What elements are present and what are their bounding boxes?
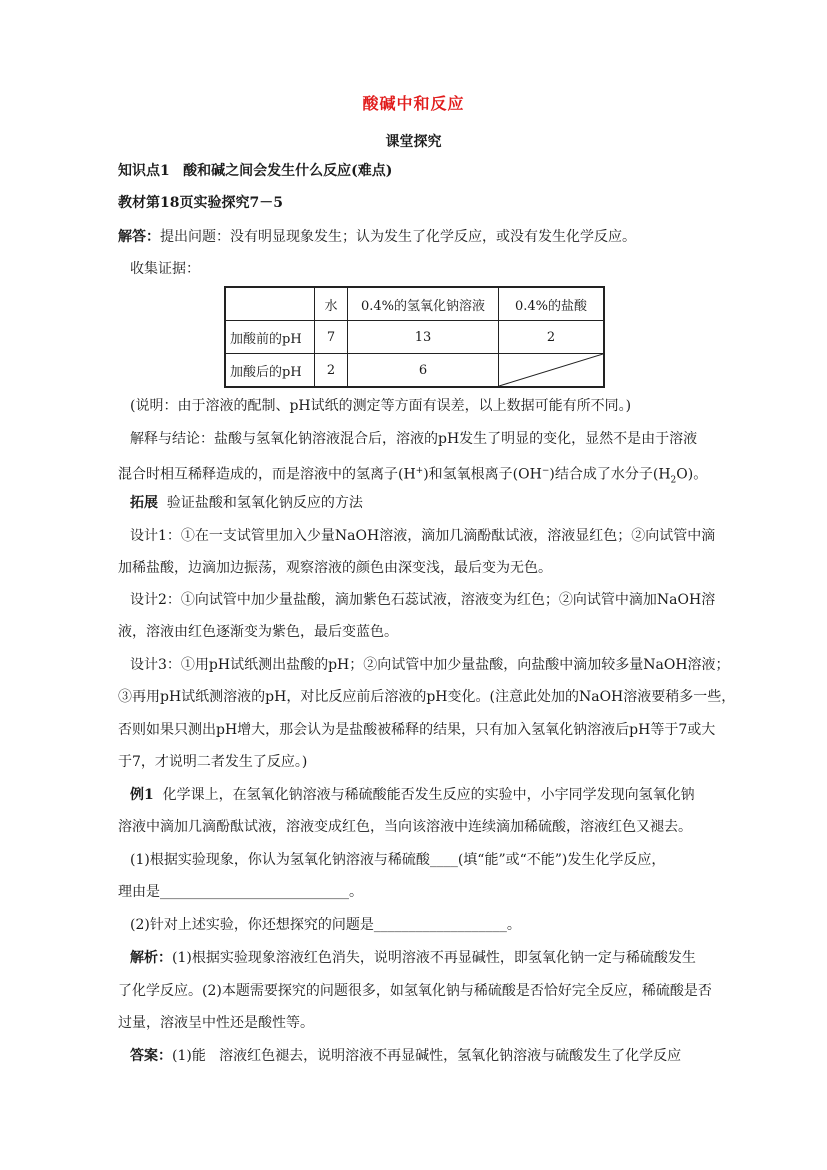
question-text: (填“能”或“不能”)发生化学反应， [457, 852, 666, 868]
conclusion-text: )和氢氧根离子(OH [423, 466, 542, 483]
hydroxide-ion-charge: − [541, 466, 550, 476]
example-text: 化学课上，在氢氧化钠溶液与稀硫酸能否发生反应的实验中，小宇同学发现向氢氧化钠 [162, 787, 695, 803]
table-row [225, 354, 604, 388]
table-header-row [225, 287, 604, 321]
analysis-line-2: 了化学反应。(2)本题需要探究的问题很多，如氢氧化钠与稀硫酸是否恰好完全反应，稀硫酸是否 [118, 983, 712, 999]
table-cell: 7 [315, 321, 348, 354]
answer-text: 提出问题：没有明显现象发生；认为发生了化学反应，或没有发生化学反应。 [160, 229, 636, 245]
answer-paragraph [118, 227, 718, 247]
experiment-reference: 教材第18页实验探究7－5 [118, 195, 283, 211]
table-cell: 6 [348, 354, 499, 388]
analysis-label: 解析： [130, 950, 172, 966]
knowledge-point-label: 知识点1 [118, 163, 170, 179]
extension-heading [130, 493, 730, 513]
table-cell: 2 [315, 354, 348, 388]
extension-label: 拓展 [130, 495, 158, 511]
extension-text: 验证盐酸和氢氧化钠反应的方法 [166, 495, 363, 511]
question-2-line [130, 915, 730, 935]
table-diagonal-cell [499, 354, 605, 388]
design-3-line-4: 于7，才说明二者发生了反应。) [118, 754, 308, 770]
design-3-line-3: 否则如果只测出pH增大，那会认为是盐酸被稀释的结果，只有加入氢氧化钠溶液后pH等于7或大 [118, 722, 716, 738]
answer-2-line [130, 1046, 730, 1066]
example-1-line-1 [130, 785, 730, 805]
hydrogen-ion-charge: + [415, 466, 424, 476]
table-header-cell: 水 [315, 287, 348, 321]
document-title: 酸碱中和反应 [362, 94, 465, 113]
design-1-line-2: 加稀盐酸，边滴加边振荡，观察溶液的颜色由深变浅，最后变为无色。 [118, 560, 552, 576]
question-1-line-2 [118, 882, 718, 902]
table-header-cell: 0.4%的氢氧化钠溶液 [348, 287, 499, 321]
analysis-line-1 [130, 948, 730, 968]
collect-evidence-label: 收集证据： [130, 261, 200, 277]
conclusion-line-2 [118, 461, 718, 490]
analysis-text: (1)根据实验现象溶液红色消失，说明溶液不再显碱性，即氢氧化钠一定与稀硫酸发生 [172, 950, 696, 966]
knowledge-point-heading [118, 161, 718, 181]
question-text: 理由是 [118, 884, 160, 900]
example-1-line-2: 溶液中滴加几滴酚酞试液，溶液变成红色，当向该溶液中连续滴加稀硫酸，溶液红色又褪去。 [118, 819, 692, 835]
design-3-line-1: 设计3：①用pH试纸测出盐酸的pH；②向试管中加少量盐酸，向盐酸中滴加较多量NaOH溶液； [130, 657, 730, 673]
answer-blank: ___________________________ [160, 884, 349, 900]
measurement-note: (说明：由于溶液的配制、pH试纸的测定等方面有误差，以上数据可能有所不同。) [130, 398, 632, 414]
table-header-cell: 0.4%的盐酸 [499, 287, 605, 321]
question-text: (2)针对上述实验，你还想探究的问题是 [130, 917, 374, 933]
diagonal-line-icon [499, 354, 603, 386]
answer-2-label: 答案： [130, 1048, 172, 1064]
water-subscript: 2 [670, 475, 677, 486]
knowledge-point-text: 酸和碱之间会发生什么反应(难点) [183, 163, 393, 179]
answer-blank: ____ [429, 852, 458, 868]
conclusion-text: )结合成了水分子(H [549, 466, 671, 483]
question-text: 。 [349, 884, 363, 900]
design-1-line-1: 设计1：①在一支试管里加入少量NaOH溶液，滴加几滴酚酞试液，溶液显红色；②向试管中滴 [130, 528, 716, 544]
design-2-line-2: 液，溶液由红色逐渐变为紫色，最后变蓝色。 [118, 624, 398, 640]
table-cell: 13 [348, 321, 499, 354]
answer-2-text: (1)能 溶液红色褪去，说明溶液不再显碱性，氢氧化钠溶液与硫酸发生了化学反应 [172, 1048, 682, 1064]
conclusion-line-1: 解释与结论：盐酸与氢氧化钠溶液混合后，溶液的pH发生了明显的变化，显然不是由于溶液 [130, 431, 698, 447]
table-cell: 加酸前的pH [225, 321, 315, 354]
table-cell: 2 [499, 321, 605, 354]
example-label: 例1 [130, 787, 154, 803]
answer-blank: ___________________ [373, 917, 507, 933]
conclusion-text: O)。 [676, 466, 708, 483]
section-subtitle: 课堂探究 [385, 134, 442, 150]
table-header-cell [225, 287, 315, 321]
answer-label: 解答： [118, 229, 160, 245]
design-2-line-1: 设计2：①向试管中加少量盐酸，滴加紫色石蕊试液，溶液变为红色；②向试管中滴加NaOH溶 [130, 592, 716, 608]
analysis-line-3: 过量，溶液呈中性还是酸性等。 [118, 1015, 314, 1031]
ph-data-table [224, 286, 605, 388]
question-text: (1)根据实验现象，你认为氢氧化钠溶液与稀硫酸 [130, 852, 430, 868]
table-cell: 加酸后的pH [225, 354, 315, 388]
design-3-line-2: ③再用pH试纸测溶液的pH，对比反应前后溶液的pH变化。(注意此处加的NaOH溶液要稍多一些， [118, 689, 736, 705]
question-1-line-1 [130, 850, 730, 870]
question-text: 。 [506, 917, 521, 933]
table-row [225, 321, 604, 354]
conclusion-text: 混合时相互稀释造成的，而是溶液中的氢离子(H [118, 466, 416, 483]
